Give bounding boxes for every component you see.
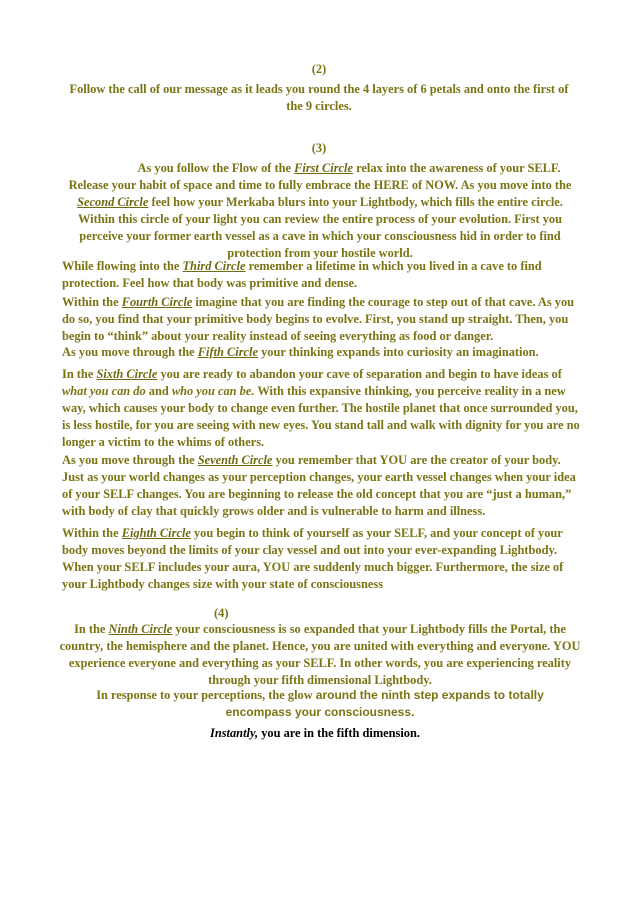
section-3-paragraph-2 — [62, 258, 580, 292]
p6-text-a: As you move through the — [62, 453, 198, 467]
first-circle-term: First Circle — [294, 161, 354, 175]
p1-text-c: feel how your Merkaba blurs into your Lightbody, which fills the entire circle. Within this circle of your light you can review the entire process of your evolution. First you perceive your former earth vessel as a cave in which your consciousness hid in order to find protection from your hostile world. — [77, 195, 563, 260]
p7-text-b: you begin to think of yourself as your SELF, and your concept of your body moves beyond the limits of your clay vessel and out into your ever-expanding Lightbody. When your SELF includes your aura, YOU are suddenly much bigger. Furthermore, the size of your Lightbody changes size with your state of consciousness — [62, 526, 564, 591]
p3-text-a: Within the — [62, 295, 122, 309]
what-you-can-do-phrase: what you can do — [62, 384, 146, 398]
p5-text-b: you are ready to abandon your cave of separation and begin to have ideas of — [157, 367, 562, 381]
section-4-number: (4) — [214, 606, 229, 620]
p5-text-c: and — [145, 384, 172, 398]
s4-p3-rest: you are in the fifth dimension. — [258, 726, 420, 740]
p2-text-b: remember a lifetime in which you lived in a cave to find protection. Feel how that body was primitive and dense. — [62, 259, 542, 290]
p6-text-b: you remember that YOU are the creator of your body. Just as your world changes as your perception changes, your earth vessel changes when your idea of your SELF changes. You are beginning to release the old concept that you are “just a human,” with body of clay that quickly grows older and is vulnerable to harm and illness. — [62, 453, 576, 518]
fourth-circle-term: Fourth Circle — [121, 295, 193, 309]
section-3-paragraph-1 — [60, 160, 580, 262]
second-circle-term: Second Circle — [77, 195, 149, 209]
instantly-word: Instantly, — [210, 726, 259, 740]
seventh-circle-term: Seventh Circle — [197, 453, 273, 467]
section-3-paragraph-7 — [62, 525, 580, 593]
p1-text-b: relax into the awareness of your SELF. Release your habit of space and time to fully embrace the HERE of NOW. As you move into the — [68, 161, 572, 192]
s4-p2-text-a: In response to your perceptions, the glow — [96, 688, 316, 702]
p5-text-a: In the — [62, 367, 97, 381]
p3-text-b: imagine that you are finding the courage to step out of that cave. As you do so, you find that your primitive body begins to evolve. First, you stand up straight. Then, you begin to “think” about your reality instead of seeing everything as food or danger. — [62, 295, 575, 343]
p7-text-a: Within the — [62, 526, 122, 540]
section-2-number: (2) — [311, 62, 327, 76]
section-3-paragraph-6 — [62, 452, 580, 520]
s4-p2-text-b: around the ninth step expands to totally encompass your consciousness. — [225, 688, 544, 719]
s4-p1-text-b: your consciousness is so expanded that your Lightbody fills the Portal, the country, the hemisphere and the planet. Hence, you are united with everything and everyone. YOU experience everyone and everything as your SELF. In other words, you are experiencing reality through your fifth dimensional Lightbody. — [59, 622, 581, 687]
p4-text-a: As you move through the — [62, 345, 198, 359]
s4-p1-text-a: In the — [74, 622, 109, 636]
p1-text-a: As you follow the Flow of the — [137, 161, 295, 175]
eighth-circle-term: Eighth Circle — [121, 526, 191, 540]
p5-text-d: With this expansive thinking, you perceive reality in a new way, which causes your body to change even further. The hostile planet that once surrounded you, is less hostile, for you are seeing with new eyes. You stand tall and walk with dignity for you are no longer a victim to the whims of others. — [62, 384, 580, 449]
ninth-circle-term: Ninth Circle — [108, 622, 173, 636]
section-3-paragraph-4 — [62, 344, 580, 361]
fifth-circle-term: Fifth Circle — [197, 345, 258, 359]
section-3-paragraph-5 — [62, 366, 580, 451]
section-3-number: (3) — [311, 141, 327, 155]
section-4-paragraph-2 — [70, 687, 570, 721]
section-2-text: Follow the call of our message as it leads you round the 4 layers of 6 petals and onto the first of the 9 circles. — [69, 82, 569, 113]
p2-text-a: While flowing into the — [62, 259, 183, 273]
sixth-circle-term: Sixth Circle — [96, 367, 158, 381]
p4-text-b: your thinking expands into curiosity an imagination. — [257, 345, 539, 359]
section-3-paragraph-3 — [62, 294, 580, 345]
section-4-paragraph-3 — [210, 725, 420, 742]
section-4-paragraph-1 — [58, 621, 582, 689]
who-you-can-be-phrase: who you can be. — [171, 384, 255, 398]
third-circle-term: Third Circle — [182, 259, 246, 273]
